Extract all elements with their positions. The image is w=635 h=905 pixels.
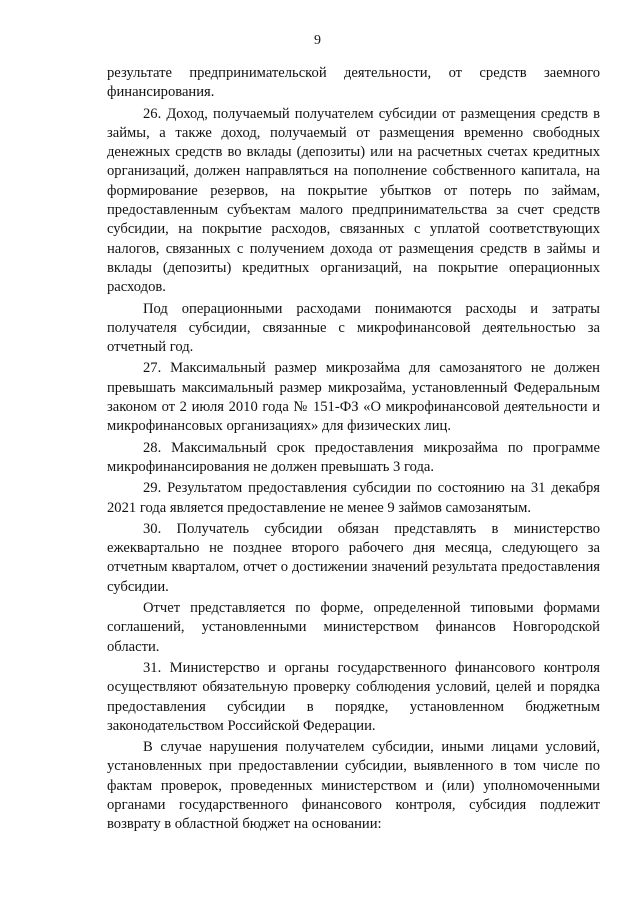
paragraph-item-30: 30. Получатель субсидии обязан представлять в министерство ежеквартально не позднее второго рабочего дня месяца, следующего за отчетным кварталом, отчет о достижении значений результата предоставления субсидии. — [107, 520, 600, 595]
paragraph-violation-refund: В случае нарушения получателем субсидии, иными лицами условий, установленных при предоставлении субсидии, выявленного в том числе по фактам проверок, проведенных министерством и (или) уполномоченными органами государственного финансового контроля, субсидия подлежит возврату в областной бюджет на основании: — [107, 739, 600, 833]
paragraph-item-28: 28. Максимальный срок предоставления микрозайма по программе микрофинансирования не должен превышать 3 года. — [107, 439, 600, 475]
page-number: 9 — [314, 33, 321, 48]
paragraph-item-29: 29. Результатом предоставления субсидии по состоянию на 31 декабря 2021 года является предоставление не менее 9 займов самозанятым. — [107, 480, 600, 516]
document-body — [107, 64, 600, 837]
paragraph-report-form: Отчет представляется по форме, определенной типовыми формами соглашений, установленными министерством финансов Новгородской области. — [107, 600, 600, 655]
paragraph-operating-expenses: Под операционными расходами понимаются расходы и затраты получателя субсидии, связанные с микрофинансовой деятельностью за отчетный год. — [107, 300, 600, 356]
paragraph-item-27: 27. Максимальный размер микрозайма для самозанятого не должен превышать максимальный размер микрозайма, установленный Федеральным законом от 2 июля 2010 года № 151-ФЗ «О микрофинансовой деятельности и микрофинансовых организациях» для физических лиц. — [107, 360, 600, 435]
paragraph-item-31: 31. Министерство и органы государственного финансового контроля осуществляют обязательную проверку соблюдения условий, целей и порядка предоставления субсидии в порядке, установленном бюджетным законодательством Российской Федерации. — [107, 659, 600, 734]
paragraph-item-26: 26. Доход, получаемый получателем субсидии от размещения средств в займы, а также доход, получаемый от размещения временно свободных денежных средств во вклады (депозиты) или на расчетных счетах кредитных организаций, должен направляться на пополнение собственного капитала, на формирование резервов, на покрытие убытков от потерь по займам, предоставленным субъектам малого предпринимательства за счет средств субсидии, на покрытие расходов, связанных с уплатой соответствующих налогов, связанных с получением дохода от размещения средств в займы и вклады (депозиты) кредитных организаций, на покрытие операционных расходов. — [107, 105, 600, 296]
paragraph-continuation: результате предпринимательской деятельности, от средств заемного финансирования. — [107, 65, 600, 101]
